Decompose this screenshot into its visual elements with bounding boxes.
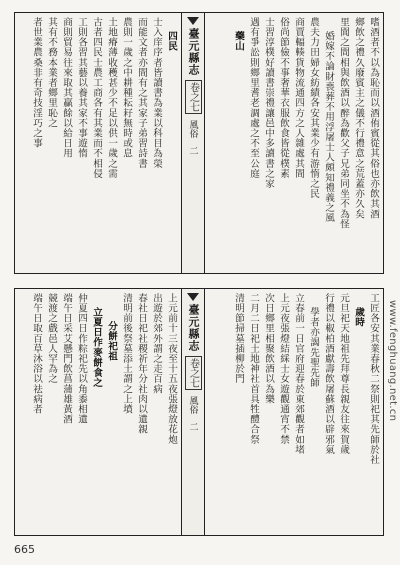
fold-leaf-number: 二: [187, 146, 198, 155]
text-column: 古者四民士農工商各有其業而不相侵: [91, 17, 102, 179]
text-column: 俗尚節儉不事奢華衣服飲食皆從樸素: [278, 17, 289, 179]
page-number: 665: [14, 543, 35, 556]
fold-volume: 卷之七: [185, 80, 202, 114]
section-heading: 分餅祀祖: [106, 321, 117, 362]
bottom-left-text-block: [19, 293, 179, 531]
text-column: 競渡之戲邑人罕為之: [46, 293, 57, 384]
text-column: 學者亦謁先聖先師: [308, 307, 319, 388]
text-column: 行禮以椒柏酒獻壽飲屠蘇酒以辟邪氣: [323, 293, 334, 455]
text-column: 出遊於郊外謂之走百病: [151, 293, 162, 394]
text-column: 者世業農桑非有奇技淫巧之事: [31, 17, 42, 149]
text-column: 士入庠序者皆讀書為業以科目為榮: [151, 17, 162, 169]
fold-leaf-number: 二: [187, 422, 198, 431]
text-column: 而能文者亦間有之其家子弟習詩書: [136, 17, 147, 169]
fold-title: 臺元縣志: [187, 28, 200, 76]
text-column: 其有不務本業者鄉里恥之: [46, 17, 57, 129]
section-heading: 歲時: [353, 307, 364, 328]
text-column: 次日鄉里相聚飲酒以為樂: [263, 293, 274, 405]
bottom-page-frame: [14, 288, 384, 536]
fold-section: 風俗: [187, 120, 198, 138]
site-watermark: www.fenghuang.net.cn: [387, 300, 398, 422]
text-column: 婚嫁不論財喪葬不用浮屠士人頗知禮義之風: [323, 31, 334, 223]
fishtail-mark-icon: [187, 293, 199, 301]
fold-volume: 卷之七: [185, 356, 202, 390]
text-column: 遇有爭訟則鄉里耆老調處之不至公庭: [248, 17, 259, 179]
text-column: 立春前一日官府迎春於東郊觀者如堵: [293, 293, 304, 455]
top-page-frame: [14, 12, 384, 274]
text-column: 里閭之間相與飲酒以醉為歡父子兄弟同坐不為怪: [338, 17, 349, 230]
top-left-text-block: [19, 17, 179, 269]
fishtail-mark-icon: [187, 17, 199, 25]
text-column: 士習淳樸好讀書崇禮讓邑中多讀書之家: [263, 17, 274, 189]
bottom-right-text-block: [201, 293, 381, 531]
text-column: 端午日采艾懸門飲菖蒲雄黃酒: [61, 293, 72, 425]
fold-section: 風俗: [187, 396, 198, 414]
text-column: 元旦祀天地祖先拜尊長親友往來賀歲: [338, 293, 349, 455]
text-column: 上元夜張燈結綵士女遊觀通宵不禁: [278, 293, 289, 445]
text-column: 土地瘠薄收穫甚少不足以供一歲之需: [106, 17, 117, 179]
text-column: 清明前後祭墓添土謂之上墳: [121, 293, 132, 415]
top-fold-strip: [181, 13, 205, 273]
text-column: 上元前十三夜至十五夜張燈放花炮: [166, 293, 177, 445]
text-column: 工匠各安其業春秋二祭則祀其先師於社: [368, 293, 379, 465]
text-column: 農夫力田婦女紡績各安其業少有游惰之民: [308, 17, 319, 199]
text-column: 農則一歲之中耕種耘耔無時或息: [121, 17, 132, 159]
text-column: 嗜酒者不以為恥而以酒侑賓從其俗也亦飲其酒: [368, 17, 379, 219]
section-heading: 立夏日作麥餅食之: [91, 307, 102, 388]
top-right-text-block: [201, 17, 381, 269]
text-column: 鄉飲之禮久廢賓主之儀不行禮意之荒蓋亦久矣: [353, 17, 364, 219]
text-column: 二月二日祀土地神社首具牲醴合祭: [248, 293, 259, 445]
text-column: 工則各習其藝以養其家不事遊惰: [76, 17, 87, 159]
text-column: 清明節掃墓插柳於門: [233, 293, 244, 384]
text-column: 端午日取百草沐浴以祛病者: [31, 293, 42, 415]
bottom-fold-strip: [181, 289, 205, 535]
text-column: 商則貿易往來取其贏餘以給日用: [61, 17, 72, 159]
text-column: 春社日祀社稷祈年分社肉以遺親: [136, 293, 147, 435]
section-heading: 四民: [166, 31, 177, 52]
text-column: 商賈輻輳貨物流通四方之人雜處其間: [293, 17, 304, 179]
section-heading: 藥山: [233, 31, 244, 52]
text-column: 仲夏四日作粽祀先以角黍相遺: [76, 293, 87, 425]
fold-title: 臺元縣志: [187, 304, 200, 352]
